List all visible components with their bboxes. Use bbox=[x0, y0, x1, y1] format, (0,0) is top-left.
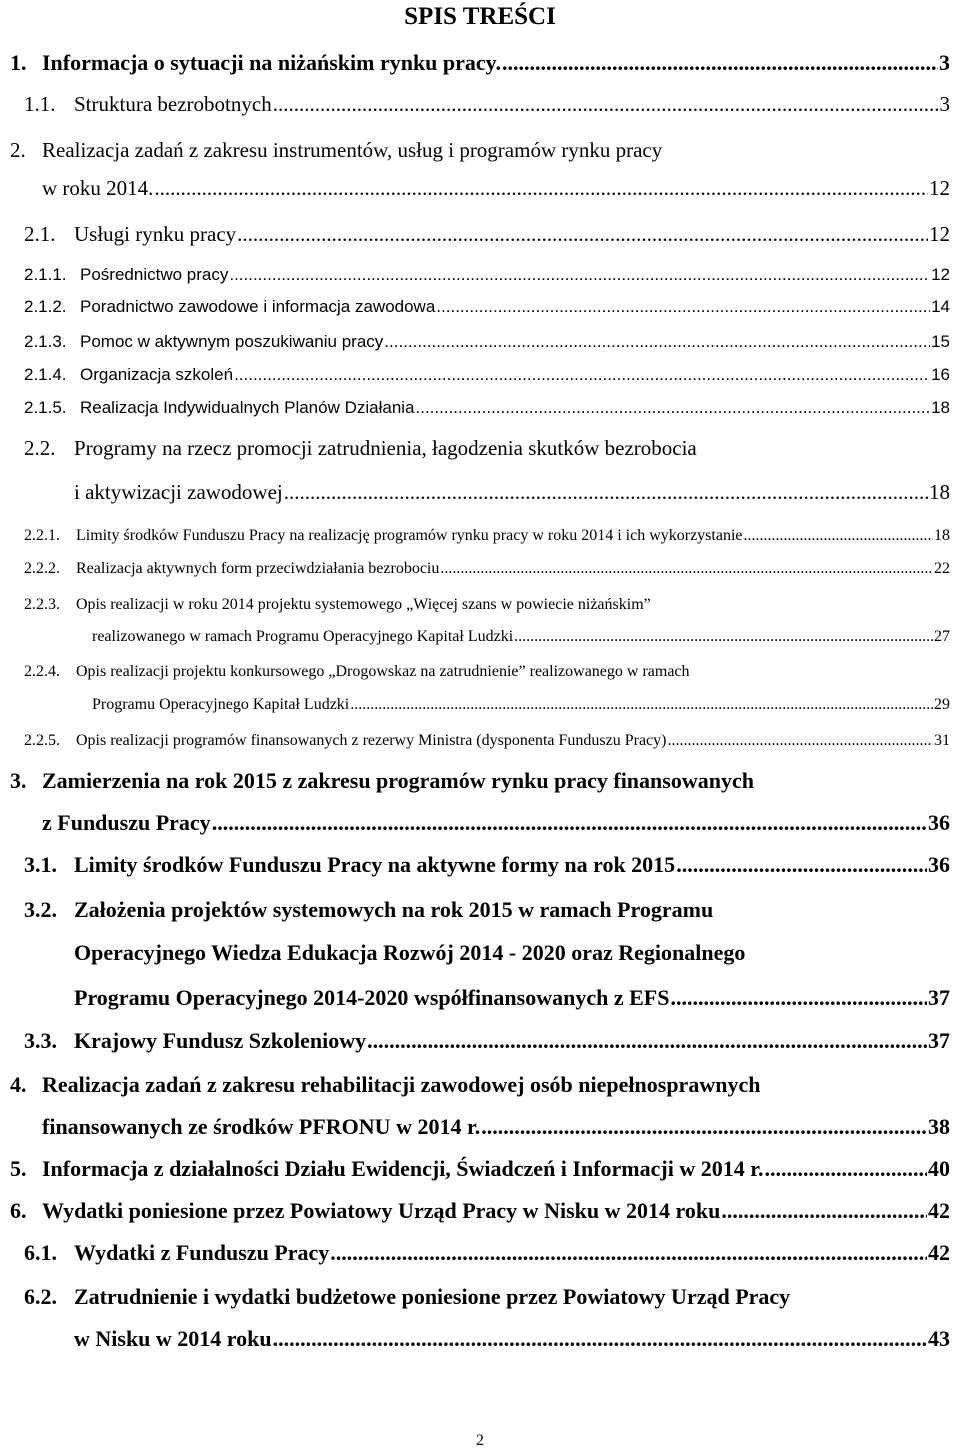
toc-entry-6[interactable] bbox=[10, 1198, 950, 1224]
entry-page: 40 bbox=[928, 1156, 950, 1181]
entry-text: Opis realizacji projektu konkursowego „Drogowskaz na zatrudnienie” realizowanego w ramach bbox=[76, 663, 690, 680]
entry-number: 2.2.1. bbox=[24, 527, 60, 544]
entry-text: Realizacja zadań z zakresu rehabilitacji zawodowej osób niepełnosprawnych bbox=[42, 1072, 761, 1097]
entry-number: 3.1. bbox=[24, 852, 57, 877]
entry-number: 2.1.5. bbox=[24, 398, 67, 417]
dot-leader bbox=[229, 265, 930, 285]
toc-entry-4-cont[interactable] bbox=[42, 1114, 950, 1140]
entry-page: 37 bbox=[928, 1028, 950, 1053]
toc-entry-2-1-5[interactable] bbox=[24, 398, 950, 418]
dot-leader bbox=[481, 1114, 927, 1140]
entry-number: 3.3. bbox=[24, 1028, 57, 1053]
entry-text-continued: realizowanego w ramach Programu Operacyjnego Kapitał Ludzki bbox=[92, 628, 514, 645]
dot-leader bbox=[273, 1326, 927, 1352]
entry-text: Programy na rzecz promocji zatrudnienia, łagodzenia skutków bezrobocia bbox=[74, 436, 697, 460]
dot-leader bbox=[237, 222, 928, 247]
toc-entry-2[interactable] bbox=[10, 138, 950, 163]
entry-page: 36 bbox=[928, 852, 950, 877]
toc-entry-6-2-cont[interactable] bbox=[74, 1326, 950, 1352]
entry-page: 27 bbox=[934, 628, 950, 645]
toc-entry-2-2-3[interactable] bbox=[24, 596, 950, 614]
dot-leader bbox=[502, 50, 938, 76]
entry-text: Zamierzenia na rok 2015 z zakresu programów rynku pracy finansowanych bbox=[42, 768, 754, 793]
dot-leader bbox=[416, 398, 931, 418]
toc-entry-1[interactable] bbox=[10, 50, 950, 76]
entry-number: 2.1.2. bbox=[24, 297, 67, 316]
dot-leader bbox=[350, 696, 933, 714]
dot-leader bbox=[667, 732, 933, 750]
entry-page: 43 bbox=[928, 1326, 950, 1351]
toc-entry-4[interactable] bbox=[10, 1072, 950, 1098]
entry-page: 12 bbox=[931, 265, 950, 284]
entry-text: Poradnictwo zawodowe i informacja zawodowa bbox=[80, 297, 436, 316]
toc-entry-3-cont[interactable] bbox=[42, 810, 950, 836]
entry-text-continued: Programu Operacyjnego 2014-2020 współfinansowanych z EFS bbox=[74, 985, 670, 1010]
toc-entry-2-1-4[interactable] bbox=[24, 365, 950, 385]
dot-leader bbox=[676, 852, 927, 878]
toc-entry-6-2[interactable] bbox=[24, 1284, 950, 1310]
toc-entry-3-2-cont2[interactable] bbox=[74, 985, 950, 1011]
entry-text-continued: Operacyjnego Wiedza Edukacja Rozwój 2014 - 2020 oraz Regionalnego bbox=[74, 940, 746, 965]
entry-text-continued: finansowanych ze środków PFRONU w 2014 r. bbox=[42, 1114, 481, 1139]
entry-text: Limity środków Funduszu Pracy na realizację programów rynku pracy w roku 2014 i ich wykorzystanie bbox=[76, 527, 743, 544]
entry-page: 42 bbox=[928, 1198, 950, 1223]
entry-text: Pomoc w aktywnym poszukiwaniu pracy bbox=[80, 332, 384, 351]
toc-entry-2-1[interactable] bbox=[24, 222, 950, 247]
entry-text: Realizacja aktywnych form przeciwdziałania bezrobociu bbox=[76, 560, 440, 577]
toc-entry-3-3[interactable] bbox=[24, 1028, 950, 1054]
entry-page: 42 bbox=[928, 1240, 950, 1265]
toc-entry-2-2-1[interactable] bbox=[24, 527, 950, 545]
toc-entry-5[interactable] bbox=[10, 1156, 950, 1182]
entry-number: 1.1. bbox=[24, 92, 56, 116]
entry-number: 2.1. bbox=[24, 222, 56, 246]
page-number: 2 bbox=[476, 1432, 484, 1449]
entry-number: 2.1.4. bbox=[24, 365, 67, 384]
entry-page: 3 bbox=[939, 92, 950, 116]
entry-number: 2.2.5. bbox=[24, 732, 60, 749]
entry-text-continued: w Nisku w 2014 roku bbox=[74, 1326, 272, 1351]
toc-entry-2-1-1[interactable] bbox=[24, 265, 950, 285]
entry-page: 18 bbox=[934, 527, 950, 544]
toc-entry-2-2-4-cont[interactable] bbox=[92, 696, 950, 714]
dot-leader bbox=[440, 560, 933, 578]
entry-number: 4. bbox=[10, 1072, 27, 1097]
toc-entry-2-2-cont[interactable] bbox=[74, 480, 950, 505]
entry-text: Pośrednictwo pracy bbox=[80, 265, 229, 284]
entry-number: 2.1.3. bbox=[24, 332, 67, 351]
dot-leader bbox=[514, 628, 933, 646]
dot-leader bbox=[154, 176, 928, 201]
entry-number: 3.2. bbox=[24, 897, 57, 922]
toc-entry-3-2[interactable] bbox=[24, 897, 950, 923]
toc-entry-2-cont[interactable] bbox=[42, 176, 950, 201]
entry-number: 2.2.4. bbox=[24, 663, 60, 680]
entry-number: 1. bbox=[10, 50, 27, 75]
entry-page: 31 bbox=[934, 732, 950, 749]
dot-leader bbox=[367, 1028, 927, 1054]
toc-entry-2-2-2[interactable] bbox=[24, 560, 950, 578]
entry-text: Wydatki poniesione przez Powiatowy Urząd Pracy w Nisku w 2014 roku bbox=[42, 1198, 721, 1223]
entry-page: 15 bbox=[931, 332, 950, 351]
dot-leader bbox=[670, 985, 927, 1011]
entry-text: Realizacja Indywidualnych Planów Działania bbox=[80, 398, 415, 417]
entry-page: 22 bbox=[934, 560, 950, 577]
entry-page: 29 bbox=[934, 696, 950, 713]
entry-text: Opis realizacji programów finansowanych z rezerwy Ministra (dysponenta Funduszu Pracy) bbox=[76, 732, 667, 749]
entry-text-continued: Programu Operacyjnego Kapitał Ludzki bbox=[92, 696, 350, 713]
entry-text: Zatrudnienie i wydatki budżetowe poniesione przez Powiatowy Urząd Pracy bbox=[74, 1284, 791, 1309]
entry-page: 38 bbox=[928, 1114, 950, 1139]
entry-number: 5. bbox=[10, 1156, 27, 1181]
entry-text: Wydatki z Funduszu Pracy bbox=[74, 1240, 330, 1265]
entry-text: Struktura bezrobotnych bbox=[74, 92, 272, 116]
entry-text-continued: w roku 2014. bbox=[42, 176, 154, 200]
entry-page: 12 bbox=[929, 176, 950, 200]
entry-page: 16 bbox=[931, 365, 950, 384]
entry-number: 2.2.3. bbox=[24, 596, 60, 613]
toc-entry-2-1-2[interactable] bbox=[24, 297, 950, 317]
entry-page: 3 bbox=[939, 50, 950, 75]
entry-text: Opis realizacji w roku 2014 projektu systemowego „Więcej szans w powiecie niżańskim” bbox=[76, 596, 651, 613]
dot-leader bbox=[284, 480, 928, 505]
entry-page: 37 bbox=[928, 985, 950, 1010]
dot-leader bbox=[234, 365, 930, 385]
entry-text: Założenia projektów systemowych na rok 2015 w ramach Programu bbox=[74, 897, 714, 922]
entry-text-continued: z Funduszu Pracy bbox=[42, 810, 211, 835]
toc-entry-2-2[interactable] bbox=[24, 436, 950, 461]
entry-number: 3. bbox=[10, 768, 27, 793]
entry-number: 2.1.1. bbox=[24, 265, 67, 284]
entry-number: 6.1. bbox=[24, 1240, 57, 1265]
entry-text: Informacja o sytuacji na niżańskim rynku pracy. bbox=[42, 50, 501, 75]
toc-entry-2-2-3-cont[interactable] bbox=[92, 628, 950, 646]
entry-number: 6. bbox=[10, 1198, 27, 1223]
toc-entry-2-1-3[interactable] bbox=[24, 332, 950, 352]
entry-page: 18 bbox=[929, 480, 950, 504]
toc-entry-3[interactable] bbox=[10, 768, 950, 794]
entry-number: 6.2. bbox=[24, 1284, 57, 1309]
dot-leader bbox=[273, 92, 939, 117]
toc-entry-3-1[interactable] bbox=[24, 852, 950, 878]
page-title: SPIS TREŚCI bbox=[404, 3, 556, 30]
entry-text: Usługi rynku pracy bbox=[74, 222, 237, 246]
toc-entry-2-2-4[interactable] bbox=[24, 663, 950, 681]
entry-number: 2.2. bbox=[24, 436, 56, 460]
toc-entry-2-2-5[interactable] bbox=[24, 732, 950, 750]
entry-page: 18 bbox=[931, 398, 950, 417]
entry-number: 2.2.2. bbox=[24, 560, 60, 577]
entry-text-continued: i aktywizacji zawodowej bbox=[74, 480, 283, 504]
entry-text: Limity środków Funduszu Pracy na aktywne formy na rok 2015 bbox=[74, 852, 676, 877]
entry-page: 36 bbox=[928, 810, 950, 835]
dot-leader bbox=[721, 1198, 927, 1224]
dot-leader bbox=[744, 527, 934, 545]
dot-leader bbox=[764, 1156, 927, 1182]
toc-entry-1-1[interactable] bbox=[24, 92, 950, 117]
entry-text: Krajowy Fundusz Szkoleniowy bbox=[74, 1028, 367, 1053]
entry-page: 12 bbox=[929, 222, 950, 246]
dot-leader bbox=[384, 332, 930, 352]
entry-text: Informacja z działalności Działu Ewidencji, Świadczeń i Informacji w 2014 r. bbox=[42, 1156, 764, 1181]
dot-leader bbox=[330, 1240, 927, 1266]
entry-page: 14 bbox=[931, 297, 950, 316]
entry-text: Organizacja szkoleń bbox=[80, 365, 234, 384]
entry-text: Realizacja zadań z zakresu instrumentów, usług i programów rynku pracy bbox=[42, 138, 663, 162]
entry-number: 2. bbox=[10, 138, 26, 162]
dot-leader bbox=[212, 810, 927, 836]
toc-entry-6-1[interactable] bbox=[24, 1240, 950, 1266]
dot-leader bbox=[436, 297, 930, 317]
toc-entry-3-2-cont[interactable] bbox=[74, 940, 950, 966]
